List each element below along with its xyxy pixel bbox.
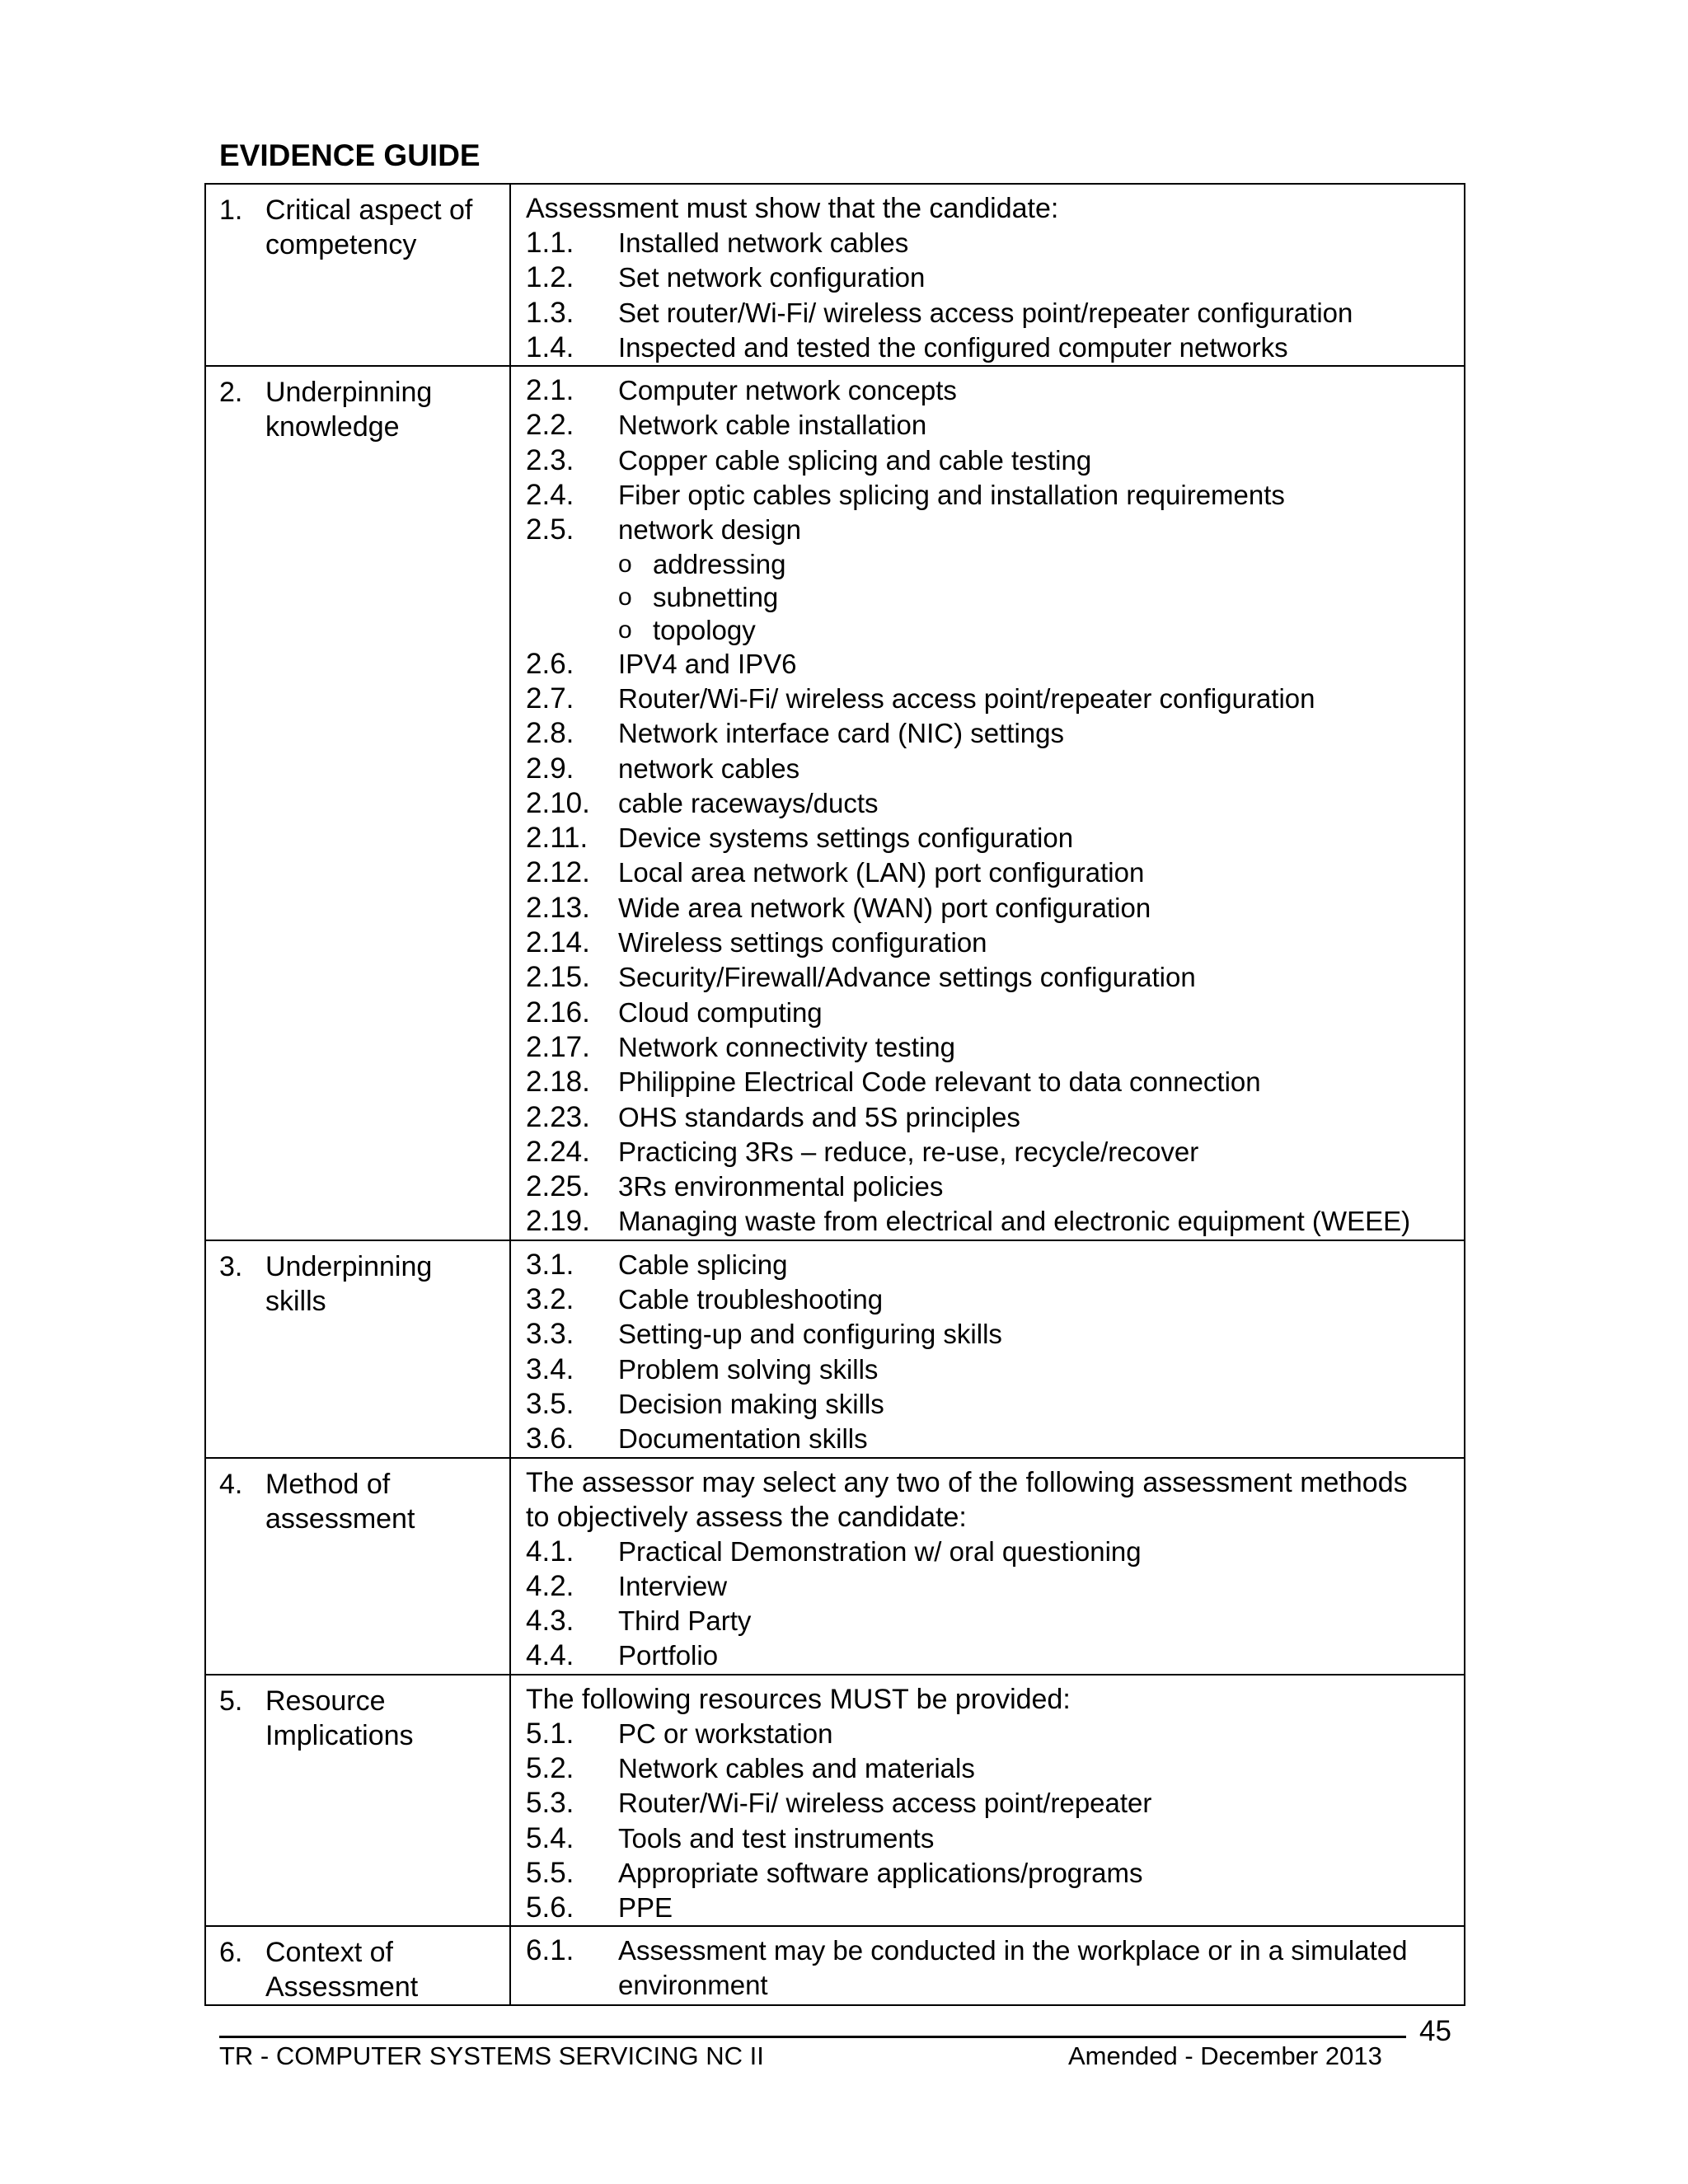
item-text: Router/Wi-Fi/ wireless access point/repeater: [618, 1788, 1152, 1819]
section-content-cell: [510, 1926, 1465, 2005]
section-number: 2.: [219, 377, 243, 409]
item-number: 1.2.: [526, 261, 574, 294]
item-number: 4.3.: [526, 1605, 574, 1638]
list-item: [526, 1891, 1464, 1925]
item-number: 3.5.: [526, 1387, 574, 1420]
section-number: 4.: [219, 1468, 243, 1500]
item-text: Router/Wi-Fi/ wireless access point/repeater configuration: [618, 682, 1315, 714]
item-text: Decision making skills: [618, 1388, 884, 1419]
sub-list-item: [526, 581, 1464, 614]
list-item: [526, 682, 1464, 716]
section-number: 1.: [219, 194, 243, 226]
item-text: PC or workstation: [618, 1718, 833, 1749]
evidence-guide-table: [204, 183, 1465, 2006]
item-number: 5.4.: [526, 1821, 574, 1854]
item-number: 5.1.: [526, 1717, 574, 1750]
item-text: Set router/Wi-Fi/ wireless access point/repeater configuration: [618, 297, 1353, 328]
list-item: [526, 260, 1464, 295]
section-label: Method of assessment: [265, 1468, 415, 1535]
item-number: 2.13.: [526, 891, 590, 924]
section-label-cell: [205, 1926, 510, 2005]
item-text: network cables: [618, 752, 800, 784]
sub-item-text: addressing: [653, 548, 786, 579]
list-item: [526, 373, 1464, 408]
item-text: Cable troubleshooting: [618, 1284, 884, 1315]
list-item: [526, 1248, 1464, 1282]
section-resource-implications: [205, 1675, 1465, 1927]
section-method-of-assessment: [205, 1458, 1465, 1675]
section-label: Resource Implications: [265, 1685, 414, 1751]
item-text: Device systems settings configuration: [618, 823, 1074, 854]
sub-list-item: [526, 548, 1464, 581]
item-text: Managing waste from electrical and electronic equipment (WEEE): [618, 1206, 1411, 1237]
list-item: [526, 1751, 1464, 1786]
list-item: [526, 1422, 1464, 1456]
item-number: 2.18.: [526, 1066, 590, 1099]
item-number: 3.6.: [526, 1422, 574, 1455]
item-number: 2.1.: [526, 374, 574, 407]
item-number: 2.24.: [526, 1135, 590, 1168]
item-text: Practical Demonstration w/ oral questioning: [618, 1535, 1142, 1567]
item-number: 5.5.: [526, 1856, 574, 1889]
list-item: [526, 1100, 1464, 1135]
item-text: Computer network concepts: [618, 375, 957, 406]
item-number: 5.2.: [526, 1751, 574, 1784]
item-number: 2.7.: [526, 682, 574, 715]
list-item: [526, 1786, 1464, 1821]
list-item: [526, 926, 1464, 960]
item-text: Documentation skills: [618, 1423, 868, 1455]
item-text: Network cable installation: [618, 410, 927, 441]
item-number: 2.19.: [526, 1205, 590, 1238]
item-text: Network interface card (NIC) settings: [618, 718, 1065, 749]
list-item: [526, 1317, 1464, 1352]
item-number: 2.14.: [526, 926, 590, 959]
item-number: 5.6.: [526, 1891, 574, 1924]
circle-bullet-icon: o: [618, 616, 632, 644]
item-number: 5.3.: [526, 1787, 574, 1820]
list-item: [526, 855, 1464, 890]
item-number: 1.4.: [526, 330, 574, 363]
list-item: [526, 330, 1464, 365]
item-number: 2.25.: [526, 1170, 590, 1203]
item-text: cable raceways/ducts: [618, 787, 879, 818]
section-label: Context of Assessment: [265, 1937, 419, 2004]
list-item: [526, 716, 1464, 751]
item-text: Cable splicing: [618, 1249, 788, 1280]
section-intro: Assessment must show that the candidate:: [526, 193, 1059, 224]
circle-bullet-icon: o: [618, 583, 632, 611]
circle-bullet-icon: o: [618, 550, 632, 578]
list-item: [526, 1065, 1464, 1099]
item-text: Setting-up and configuring skills: [618, 1319, 1002, 1350]
item-text: Portfolio: [618, 1640, 719, 1671]
section-intro: The assessor may select any two of the following assessment methods to objectively assess the candidate:: [526, 1466, 1408, 1533]
section-label-cell: [205, 1675, 510, 1927]
item-text: OHS standards and 5S principles: [618, 1101, 1020, 1132]
list-item: [526, 1387, 1464, 1422]
footer-amended-date: Amended - December 2013: [1068, 2041, 1382, 2070]
section-number: 6.: [219, 1937, 243, 1969]
section-underpinning-knowledge: [205, 366, 1465, 1240]
item-number: 2.11.: [526, 822, 588, 855]
item-text: Philippine Electrical Code relevant to data connection: [618, 1066, 1261, 1098]
sub-list-item: [526, 614, 1464, 647]
list-item: [526, 891, 1464, 926]
list-item: [526, 1282, 1464, 1317]
item-text: Network connectivity testing: [618, 1031, 956, 1062]
item-text: Third Party: [618, 1605, 752, 1637]
item-text: PPE: [618, 1892, 673, 1924]
section-content-cell: [510, 184, 1465, 366]
list-item: [526, 408, 1464, 443]
section-number: 3.: [219, 1250, 243, 1282]
list-item: [526, 647, 1464, 682]
section-underpinning-skills: [205, 1240, 1465, 1458]
item-number: 4.1.: [526, 1535, 574, 1568]
item-text: Security/Firewall/Advance settings configuration: [618, 962, 1196, 993]
footer-divider: [219, 2036, 1406, 2038]
item-number: 2.4.: [526, 479, 574, 512]
item-number: 2.8.: [526, 717, 574, 750]
item-number: 4.2.: [526, 1569, 574, 1602]
item-number: 2.10.: [526, 786, 590, 819]
list-item: [526, 960, 1464, 995]
item-number: 2.12.: [526, 856, 590, 889]
list-item: [526, 1030, 1464, 1065]
section-label-cell: [205, 1458, 510, 1675]
section-label-cell: [205, 184, 510, 366]
section-label: Critical aspect of competency: [265, 194, 473, 260]
item-text: Cloud computing: [618, 996, 823, 1028]
list-item: [526, 1352, 1464, 1387]
item-text: IPV4 and IPV6: [618, 648, 797, 679]
list-item: [526, 1535, 1464, 1569]
item-number: 2.15.: [526, 961, 590, 994]
footer-document-title: TR - COMPUTER SYSTEMS SERVICING NC II: [219, 2041, 764, 2070]
item-text: Practicing 3Rs – reduce, re-use, recycle/recover: [618, 1136, 1199, 1167]
list-item: [526, 1933, 1464, 2003]
item-number: 2.3.: [526, 443, 574, 476]
section-content-cell: [510, 1675, 1465, 1927]
item-text: Wide area network (WAN) port configuration: [618, 892, 1151, 923]
item-number: 3.4.: [526, 1352, 574, 1385]
item-number: 2.9.: [526, 752, 574, 785]
item-number: 4.4.: [526, 1639, 574, 1672]
sub-item-text: topology: [653, 614, 756, 645]
list-item: [526, 296, 1464, 330]
section-number: 5.: [219, 1685, 243, 1717]
section-label-cell: [205, 366, 510, 1240]
list-item: [526, 1717, 1464, 1751]
list-item: [526, 1204, 1464, 1239]
list-item: [526, 443, 1464, 478]
item-number: 6.1.: [526, 1934, 574, 1967]
list-item: [526, 478, 1464, 513]
section-label: Underpinning skills: [265, 1250, 433, 1317]
item-text: Set network configuration: [618, 262, 926, 293]
sub-item-text: subnetting: [653, 581, 779, 612]
list-item: [526, 996, 1464, 1030]
item-text: 3Rs environmental policies: [618, 1171, 944, 1202]
section-content-cell: [510, 1240, 1465, 1458]
item-number: 1.3.: [526, 296, 574, 329]
item-number: 2.6.: [526, 647, 574, 680]
list-item: [526, 513, 1464, 547]
list-item: [526, 1604, 1464, 1638]
item-text: Assessment may be conducted in the workplace or in a simulated environment: [618, 1935, 1408, 2001]
list-item: [526, 1856, 1464, 1891]
section-critical-aspect: [205, 184, 1465, 366]
item-number: 3.2.: [526, 1283, 574, 1316]
section-context-of-assessment: [205, 1926, 1465, 2005]
section-content-cell: [510, 366, 1465, 1240]
list-item: [526, 786, 1464, 821]
item-text: Problem solving skills: [618, 1353, 879, 1385]
item-text: Copper cable splicing and cable testing: [618, 444, 1092, 476]
item-number: 3.3.: [526, 1318, 574, 1351]
item-text: Appropriate software applications/programs: [618, 1857, 1143, 1888]
section-label-cell: [205, 1240, 510, 1458]
section-content-cell: [510, 1458, 1465, 1675]
page-title: EVIDENCE GUIDE: [219, 138, 481, 172]
item-text: Tools and test instruments: [618, 1822, 935, 1854]
list-item: [526, 1569, 1464, 1604]
page-number: 45: [1419, 2015, 1451, 2047]
item-text: Wireless settings configuration: [618, 927, 987, 958]
item-number: 2.17.: [526, 1030, 590, 1063]
item-text: Interview: [618, 1570, 728, 1601]
section-label: Underpinning knowledge: [265, 377, 433, 443]
item-text: Network cables and materials: [618, 1752, 975, 1783]
item-number: 2.2.: [526, 409, 574, 442]
section-intro: The following resources MUST be provided:: [526, 1683, 1071, 1715]
item-number: 1.1.: [526, 227, 574, 259]
list-item: [526, 752, 1464, 786]
item-number: 2.16.: [526, 996, 590, 1029]
item-text: Inspected and tested the configured computer networks: [618, 331, 1288, 363]
list-item: [526, 1821, 1464, 1856]
list-item: [526, 1638, 1464, 1673]
list-item: [526, 821, 1464, 855]
item-number: 2.5.: [526, 513, 574, 546]
item-number: 3.1.: [526, 1248, 574, 1281]
list-item: [526, 226, 1464, 260]
item-text: Fiber optic cables splicing and installation requirements: [618, 480, 1285, 511]
item-text: Installed network cables: [618, 227, 909, 258]
list-item: [526, 1135, 1464, 1169]
item-text: Local area network (LAN) port configuration: [618, 857, 1145, 888]
list-item: [526, 1169, 1464, 1204]
item-text: network design: [618, 514, 801, 546]
item-number: 2.23.: [526, 1100, 590, 1133]
